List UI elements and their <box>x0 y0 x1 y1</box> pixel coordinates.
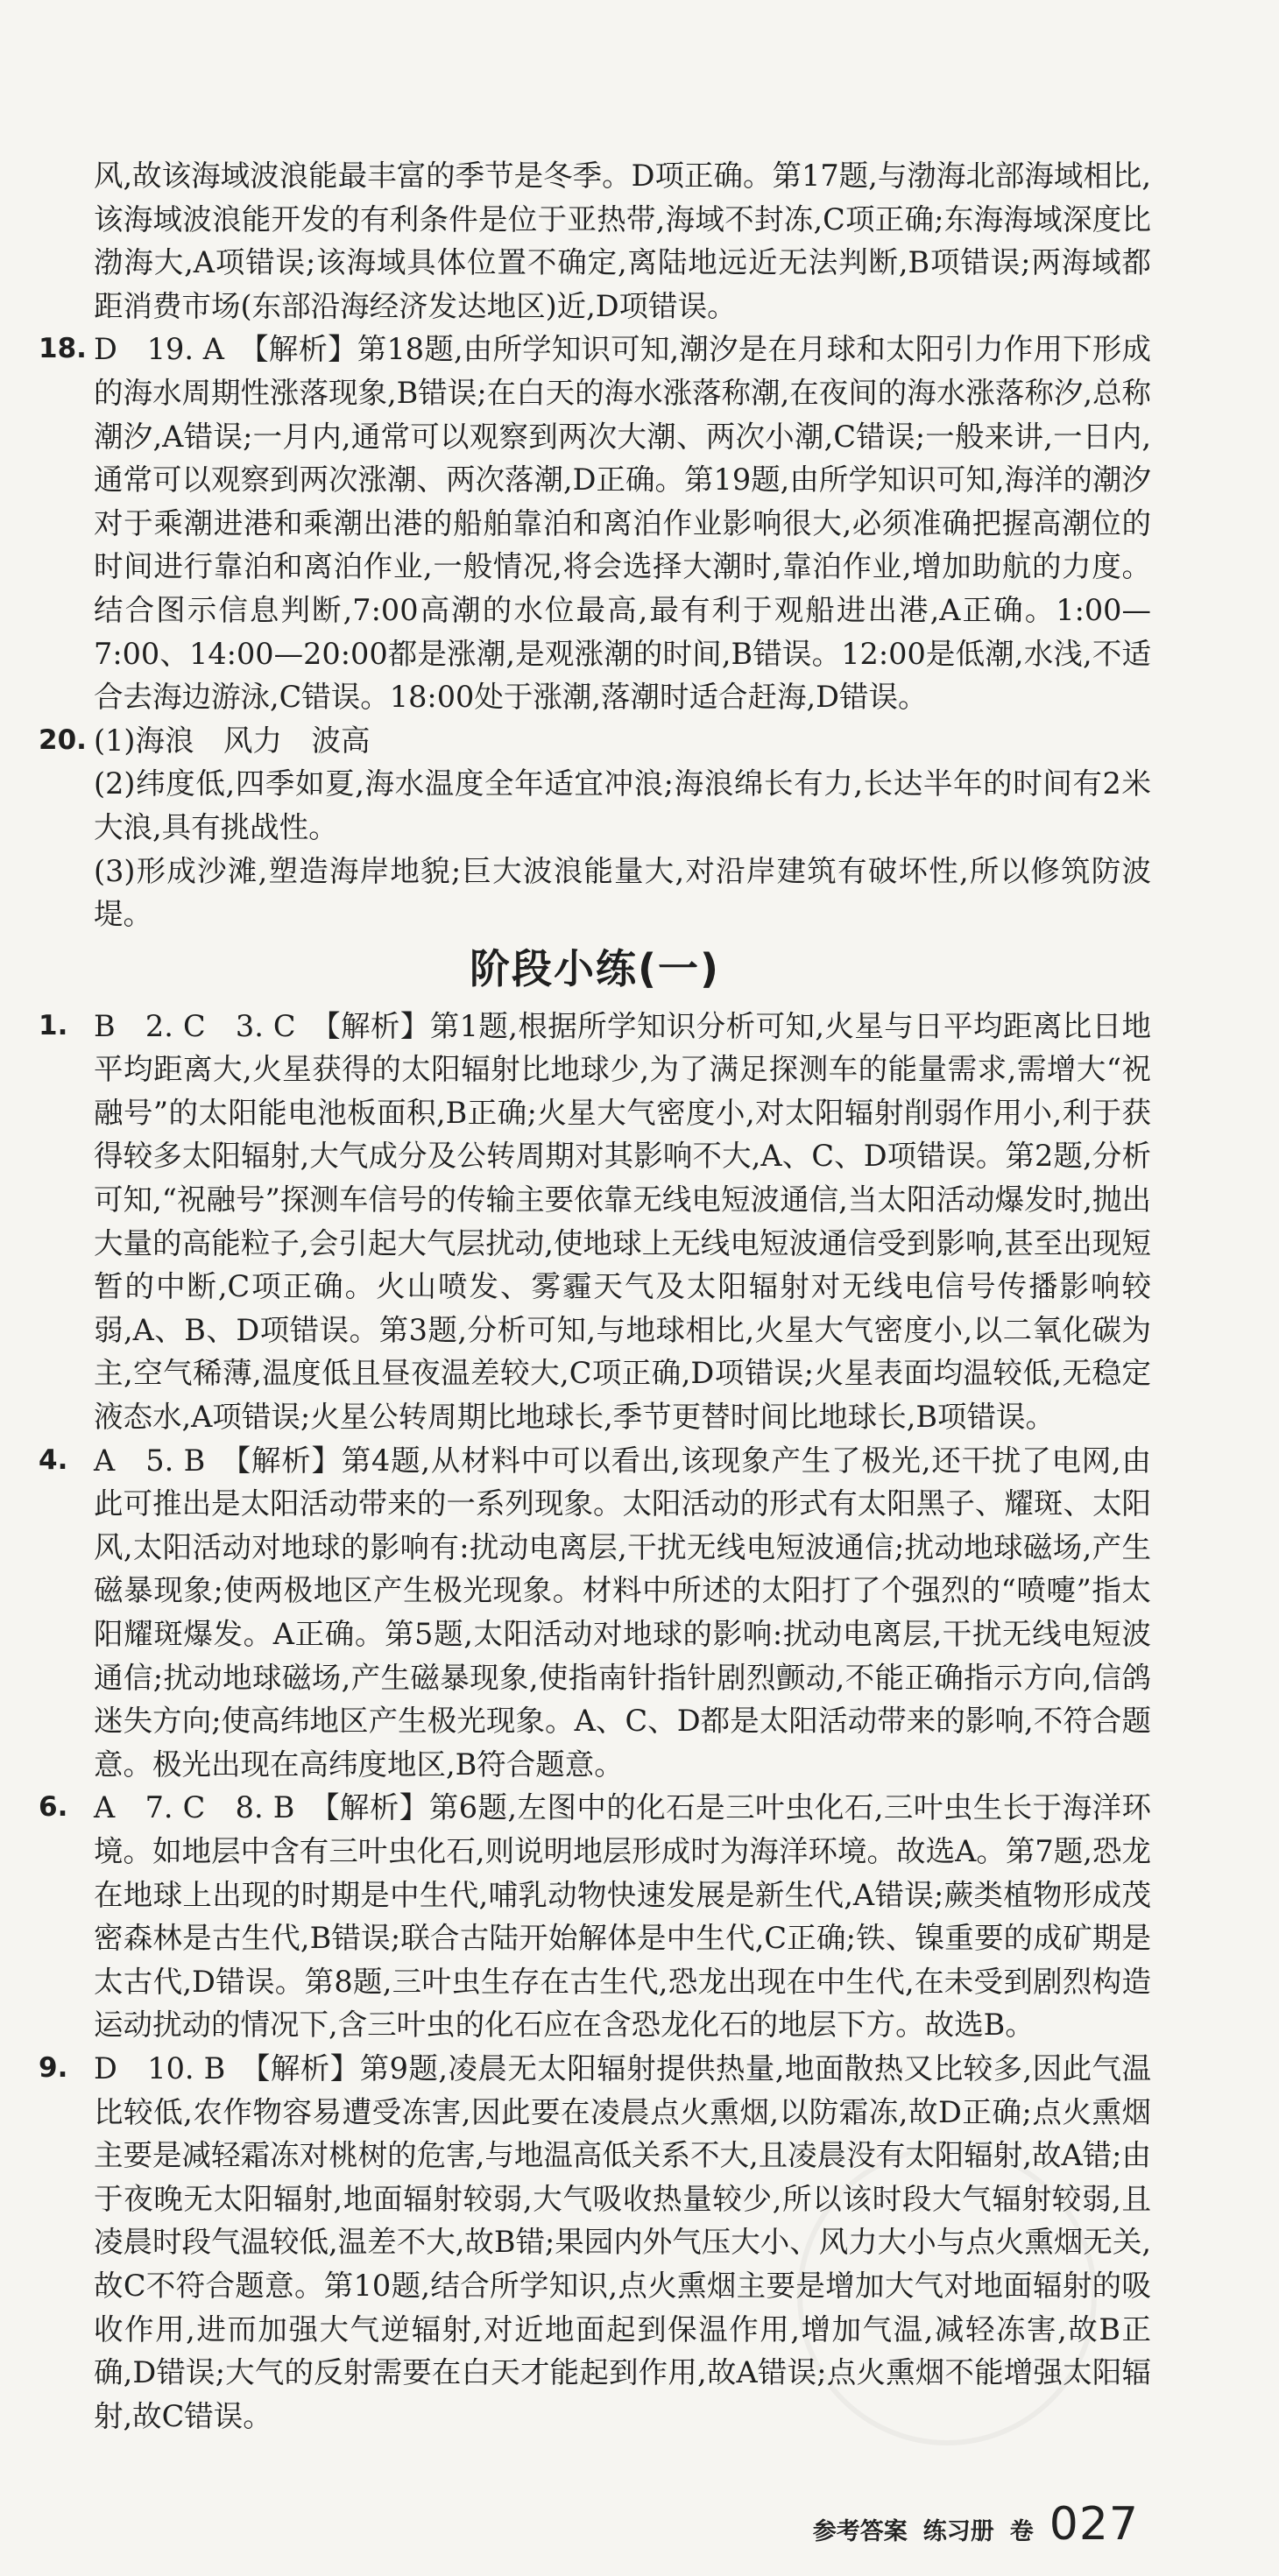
page-footer <box>813 2498 1139 2551</box>
answer-entry-20 <box>39 719 1151 936</box>
intro-paragraph: 风,故该海域波浪能最丰富的季节是冬季。D项正确。第17题,与渤海北部海域相比,该海域波浪能开发的有利条件是位于亚热带,海域不封冻,C项正确;东海海域深度比渤海大,A项错误;该海域具体位置不确定,离陆地远近无法判断,B项错误;两海域都距消费市场(东部沿海经济发达地区)近,D项错误。 <box>94 159 1151 323</box>
answer-text: A 5. B 【解析】第4题,从材料中可以看出,该现象产生了极光,还干扰了电网,由此可推出是太阳活动带来的一系列现象。太阳活动的形式有太阳黑子、耀斑、太阳风,太阳活动对地球的影响有:扰动电离层,干扰无线电短波通信;扰动地球磁场,产生磁暴现象;使两极地区产生极光现象。材料中所述的太阳打了个强烈的“喷嚏”指太阳耀斑爆发。A正确。第5题,太阳活动对地球的影响:扰动电离层,干扰无线电短波通信;扰动地球磁场,产生磁暴现象,使指南针指针剧烈颤动,不能正确指示方向,信鸽迷失方向;使高纬地区产生极光现象。A、C、D都是太阳活动带来的影响,不符合题意。极光出现在高纬度地区,B符合题意。 <box>94 1443 1151 1782</box>
answer-entry-1 <box>39 1005 1151 1439</box>
answer-entry-6 <box>39 1786 1151 2047</box>
footer-label-volume: 卷 <box>1009 2518 1034 2545</box>
answer-text: D 19. A 【解析】第18题,由所学知识可知,潮汐是在月球和太阳引力作用下形成的海水周期性涨落现象,B错误;在白天的海水涨落称潮,在夜间的海水涨落称汐,总称潮汐,A错误;一月内,通常可以观察到两次大潮、两次小潮,C错误;一般来讲,一日内,通常可以观察到两次涨潮、两次落潮,D正确。第19题,由所学知识可知,海洋的潮汐对于乘潮进港和乘潮出港的船舶靠泊和离泊作业影响很大,必须准确把握高潮位的时间进行靠泊和离泊作业,一般情况,将会选择大潮时,靠泊作业,增加助航的力度。结合图示信息判断,7:00高潮的水位最高,最有利于观船进出港,A正确。1:00—7:00、14:00—20:00都是涨潮,是观涨潮的时间,B错误。12:00是低潮,水浅,不适合去海边游泳,C错误。18:00处于涨潮,落潮时适合赶海,D错误。 <box>94 332 1151 715</box>
intro-entry <box>39 154 1151 328</box>
answer-entry-9 <box>39 2047 1151 2438</box>
answer-text: B 2. C 3. C 【解析】第1题,根据所学知识分析可知,火星与日平均距离比日地平均距离大,火星获得的太阳辐射比地球少,为了满足探测车的能量需求,需增大“祝融号”的太阳能电池板面积,B正确;火星大气密度小,对太阳辐射削弱作用小,利于获得较多太阳辐射,大气成分及公转周期对其影响不大,A、C、D项错误。第2题,分析可知,“祝融号”探测车信号的传输主要依靠无线电短波通信,当太阳活动爆发时,抛出大量的高能粒子,会引起大气层扰动,使地球上无线电短波通信受到影响,甚至出现短暂的中断,C项正确。火山喷发、雾霾天气及太阳辐射对无线电信号传播影响较弱,A、B、D项错误。第3题,分析可知,与地球相比,火星大气密度小,以二氧化碳为主,空气稀薄,温度低且昼夜温差较大,C项正确,D项错误;火星表面均温较低,无稳定液态水,A项错误;火星公转周期比地球长,季节更替时间比地球长,B项错误。 <box>94 1008 1151 1435</box>
page-number: 027 <box>1049 2498 1139 2551</box>
question-number: 20. <box>39 723 87 756</box>
answer-text: A 7. C 8. B 【解析】第6题,左图中的化石是三叶虫化石,三叶虫生长于海洋环境。如地层中含有三叶虫化石,则说明地层形成时为海洋环境。故选A。第7题,恐龙在地球上出现的时期是中生代,哺乳动物快速发展是新生代,A错误;蕨类植物形成茂密森林是古生代,B错误;联合古陆开始解体是中生代,C正确;铁、镍重要的成矿期是太古代,D错误。第8题,三叶虫生存在古生代,恐龙出现在中生代,在未受到剧烈构造运动扰动的情况下,含三叶虫的化石应在含恐龙化石的地层下方。故选B。 <box>94 1790 1151 2043</box>
answer-entry-4 <box>39 1439 1151 1787</box>
question-number: 1. <box>39 1009 68 1041</box>
answer-content <box>39 154 1151 2438</box>
question-number: 9. <box>39 2051 68 2084</box>
footer-label-answers: 参考答案 <box>812 2518 908 2545</box>
question-number: 6. <box>39 1791 68 1824</box>
answer-entry-18 <box>39 328 1151 718</box>
answer-text: D 10. B 【解析】第9题,凌晨无太阳辐射提供热量,地面散热又比较多,因此气温比较低,农作物容易遭受冻害,因此要在凌晨点火熏烟,以防霜冻,故D正确;点火熏烟主要是减轻霜冻对桃树的危害,与地温高低关系不大,且凌晨没有太阳辐射,故A错;由于夜晚无太阳辐射,地面辐射较弱,大气吸收热量较少,所以该时段大气辐射较弱,且凌晨时段气温较低,温差不大,故B错;果园内外气压大小、风力大小与点火熏烟无关,故C不符合题意。第10题,结合所学知识,点火熏烟主要是增加大气对地面辐射的吸收作用,进而加强大气逆辐射,对近地面起到保温作用,增加气温,减轻冻害,故B正确,D错误;大气的反射需要在白天才能起到作用,故A错误;点火熏烟不能增强太阳辐射,故C错误。 <box>94 2050 1151 2433</box>
answer-line-3: (3)形成沙滩,塑造海岸地貌;巨大波浪能量大,对沿岸建筑有破坏性,所以修筑防波堤。 <box>94 853 1151 932</box>
answer-line-2: (2)纬度低,四季如夏,海水温度全年适宜冲浪;海浪绵长有力,长达半年的时间有2米大浪,具有挑战性。 <box>94 766 1151 844</box>
footer-label-workbook: 练习册 <box>922 2518 994 2545</box>
question-number: 4. <box>39 1443 68 1476</box>
question-number: 18. <box>39 333 87 365</box>
answer-line-1: (1)海浪 风力 波高 <box>94 723 371 758</box>
section-title: 阶段小练(一) <box>469 944 721 992</box>
